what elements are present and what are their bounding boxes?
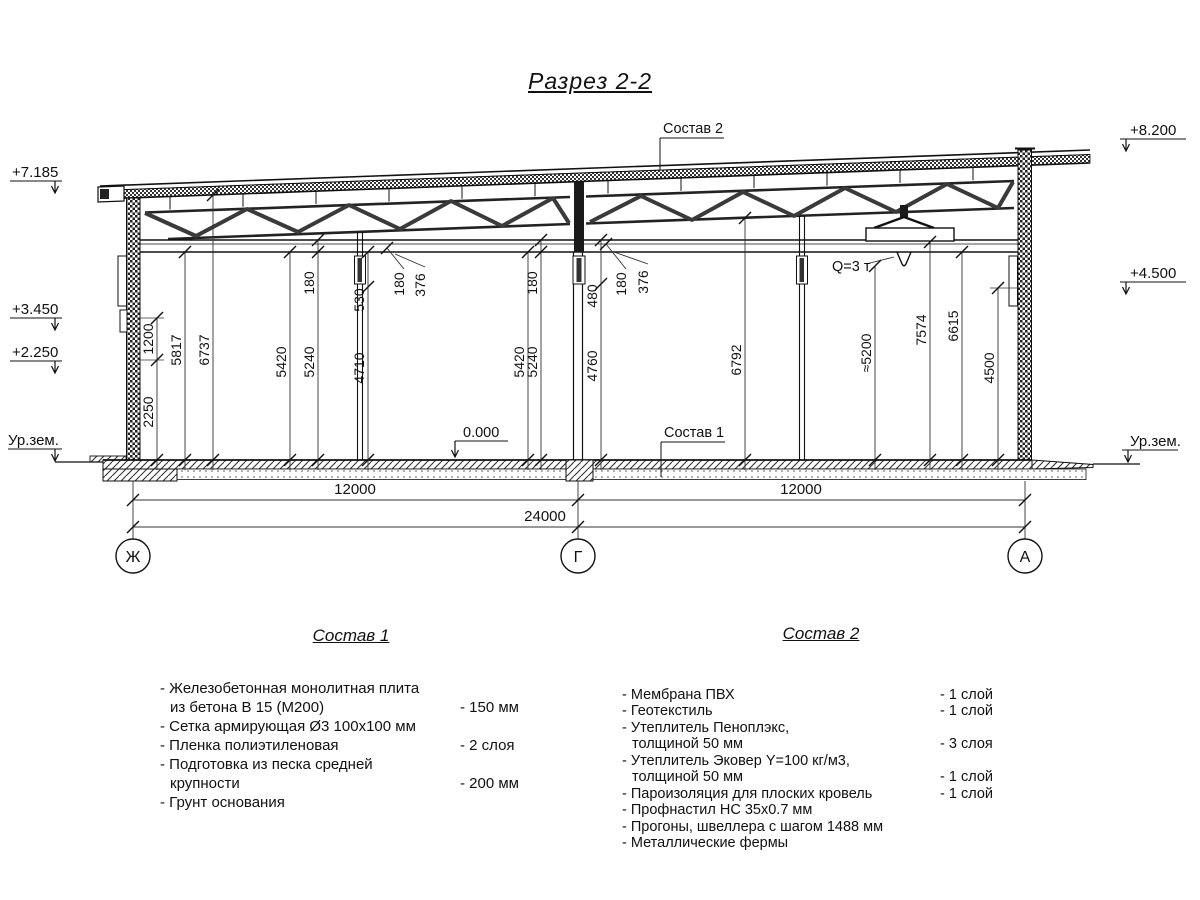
list-item: - Геотекстиль - 1 слой: [622, 703, 993, 719]
axis-zh: Ж: [125, 549, 141, 566]
dim-1200: 1200: [140, 323, 156, 355]
list-item: - Прогоны, швеллера с шагом 1488 мм: [622, 818, 884, 835]
list-item: - Утеплитель Пеноплэкс,: [622, 719, 790, 736]
dim-5240-m: 5240: [524, 346, 540, 378]
dim-bay1: 12000: [334, 481, 376, 498]
dim-5817: 5817: [168, 334, 184, 366]
dim-5200: ≈5200: [858, 333, 874, 373]
list-item: - Утеплитель Эковер Y=100 кг/м3,: [622, 752, 850, 769]
dim-total: 24000: [524, 508, 566, 525]
dim-180-l2: 180: [391, 272, 407, 296]
dim-4760: 4760: [584, 350, 600, 382]
dim-5420-l: 5420: [273, 346, 289, 378]
roof-left-endcap: [98, 186, 124, 202]
callout-zero-level: [452, 425, 509, 457]
dim-bay2: 12000: [780, 481, 822, 498]
axis-g: Г: [573, 549, 583, 566]
dim-376-l: 376: [412, 273, 428, 297]
axis-a: А: [1019, 549, 1031, 566]
horizontal-dimension-rows: [127, 481, 1031, 533]
dim-4710: 4710: [351, 352, 367, 384]
dimension-labels: [140, 270, 997, 427]
ground-level-left: [8, 432, 62, 461]
list-item: толщиной 50 мм - 1 слой: [632, 769, 993, 785]
svg-text:+4.500: +4.500: [1130, 265, 1177, 282]
dim-180-m: 180: [524, 271, 540, 295]
dim-6792: 6792: [728, 344, 744, 376]
ground-level-right: [1122, 433, 1181, 462]
list-item: - Металлические фермы: [622, 835, 789, 851]
svg-text:Состав 1: Состав 1: [664, 425, 725, 441]
section-title: Разрез 2-2: [528, 68, 652, 94]
dim-6737: 6737: [196, 334, 212, 366]
dim-6615: 6615: [945, 310, 961, 342]
callout-comp2: [660, 121, 724, 170]
svg-text:0.000: 0.000: [463, 425, 500, 441]
svg-text:Состав 2: Состав 2: [663, 121, 724, 137]
dim-376-m: 376: [635, 270, 651, 294]
list-item: - Пароизоляция для плоских кровель - 1 слой: [622, 785, 993, 802]
svg-text:Ур.зем.: Ур.зем.: [8, 432, 59, 449]
elevation-3450: [10, 301, 62, 330]
dim-5420-m: 5420: [511, 346, 527, 378]
dim-530: 530: [351, 288, 367, 312]
dim-7574: 7574: [913, 314, 929, 346]
list-item: крупности - 200 мм: [170, 775, 519, 792]
list-item: из бетона В 15 (М200) - 150 мм: [170, 699, 519, 716]
svg-text:+7.185: +7.185: [12, 164, 59, 181]
dim-4500: 4500: [981, 352, 997, 384]
elevation-4500: [1120, 265, 1186, 294]
crane-capacity-label: Q=3 т: [832, 259, 871, 275]
axis-extension-lines: [133, 481, 1025, 539]
column-middle: [573, 182, 585, 460]
elevation-8200: [1120, 122, 1186, 151]
list-item: толщиной 50 мм - 3 слоя: [632, 736, 993, 752]
dim-180-m2: 180: [613, 272, 629, 296]
composition-2-list: [622, 626, 1020, 852]
dim-180-l: 180: [301, 271, 317, 295]
svg-text:+8.200: +8.200: [1130, 122, 1177, 139]
svg-text:Ур.зем.: Ур.зем.: [1130, 433, 1181, 450]
list-item: - Грунт основания: [160, 794, 285, 811]
roof-package: [98, 150, 1090, 202]
list-item: - Сетка армирующая Ø3 100х100 мм: [160, 718, 416, 735]
dim-480: 480: [584, 284, 600, 308]
composition-2-title: Состав 2: [782, 624, 860, 643]
elevation-7185: [10, 164, 62, 193]
wall-left: [118, 198, 140, 462]
svg-text:+2.250: +2.250: [12, 344, 59, 361]
composition-1-list: [160, 626, 542, 812]
dim-5240-l: 5240: [301, 346, 317, 378]
elevation-2250: [10, 344, 62, 373]
wall-right: [1009, 149, 1035, 463]
list-item: - Профнастил НС 35х0.7 мм: [622, 802, 813, 818]
composition-1-title: Состав 1: [312, 626, 390, 645]
dim-2250: 2250: [140, 396, 156, 428]
column-left-intermediate: [355, 232, 366, 460]
list-item: - Пленка полиэтиленовая - 2 слоя: [160, 737, 515, 754]
list-item: - Подготовка из песка средней: [160, 756, 373, 773]
svg-text:+3.450: +3.450: [12, 301, 59, 318]
floor-slab: [55, 456, 1140, 481]
list-item: - Мембрана ПВХ - 1 слой: [622, 686, 993, 703]
list-item: - Железобетонная монолитная плита: [160, 680, 420, 697]
